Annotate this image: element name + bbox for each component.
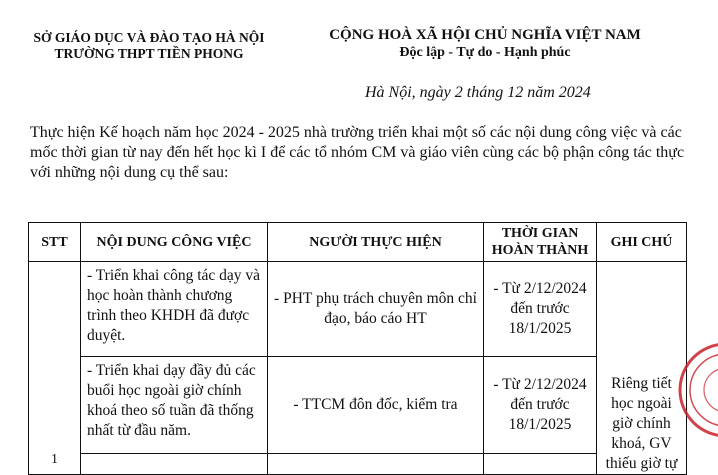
header-stt: STT bbox=[29, 223, 81, 262]
note-line: khoá, GV bbox=[611, 435, 672, 452]
department-name: SỞ GIÁO DỤC VÀ ĐÀO TẠO HÀ NỘI bbox=[33, 30, 265, 45]
header-note: GHI CHÚ bbox=[597, 223, 687, 262]
deadline-line: đến trước bbox=[510, 300, 570, 318]
note-line: Riêng tiết bbox=[611, 375, 672, 392]
national-motto: Độc lập - Tự do - Hạnh phúc bbox=[399, 45, 571, 60]
header-deadline-line: THỜI GIAN bbox=[501, 226, 579, 241]
note-cell bbox=[597, 262, 687, 475]
school-name: TRƯỜNG THPT TIỀN PHONG bbox=[54, 46, 244, 61]
deadline-line: - Từ 2/12/2024 bbox=[493, 280, 587, 298]
header-content: NỘI DUNG CÔNG VIỆC bbox=[81, 223, 268, 262]
person-line: - PHT phụ trách chuyên môn chỉ bbox=[274, 290, 477, 308]
country-name: CỘNG HOÀ XÃ HỘI CHỦ NGHĨA VIỆT NAM bbox=[329, 27, 641, 43]
content-cell bbox=[81, 357, 268, 454]
header-deadline bbox=[484, 223, 597, 262]
deadline-cell bbox=[484, 357, 597, 454]
deadline-line: - Từ 2/12/2024 bbox=[493, 376, 587, 394]
person-line: đạo, báo cáo HT bbox=[324, 310, 427, 328]
intro-paragraph bbox=[30, 123, 690, 183]
deadline-cell bbox=[484, 454, 597, 475]
content-line: học hoàn thành chương bbox=[87, 287, 233, 304]
person-cell bbox=[268, 454, 484, 475]
intro-line: với những nội dung cụ thể sau: bbox=[30, 164, 229, 181]
table-row bbox=[29, 454, 687, 475]
table-header-row bbox=[29, 223, 687, 262]
official-stamp-fragment bbox=[676, 330, 718, 440]
content-cell bbox=[81, 262, 268, 357]
deadline-line: đến trước bbox=[510, 396, 570, 414]
intro-line: mốc thời gian từ nay đến hết học kì I để các tổ nhóm CM và giáo viên cùng các bộ phận công tác thực bbox=[30, 144, 685, 161]
note-line: thiếu giờ tự bbox=[605, 455, 678, 472]
content-line: trình theo KHDH đã được bbox=[87, 307, 250, 324]
document-date: Hà Nội, ngày 2 tháng 12 năm 2024 bbox=[365, 84, 591, 101]
content-cell bbox=[81, 454, 268, 475]
note-line: học ngoài bbox=[611, 395, 672, 412]
intro-line: Thực hiện Kế hoạch năm học 2024 - 2025 nhà trường triển khai một số các nội dung công việc và các bbox=[30, 124, 682, 141]
note-line: giờ chính bbox=[612, 415, 671, 432]
header-person: NGƯỜI THỰC HIỆN bbox=[268, 223, 484, 262]
stt-value: 1 bbox=[51, 452, 58, 467]
content-line: duyệt. bbox=[87, 327, 126, 344]
content-line: khoá theo số tuần đã thống bbox=[87, 402, 254, 420]
deadline-cell bbox=[484, 262, 597, 357]
work-plan-table bbox=[28, 222, 687, 475]
deadline-line: 18/1/2025 bbox=[508, 416, 572, 434]
content-line: nhất từ đầu năm. bbox=[87, 422, 191, 440]
person-line: - TTCM đôn đốc, kiểm tra bbox=[293, 396, 458, 414]
person-cell bbox=[268, 357, 484, 454]
issuing-organization bbox=[30, 30, 268, 62]
content-line: buổi học ngoài giờ chính bbox=[87, 382, 242, 400]
content-line: - Triển khai công tác dạy và bbox=[87, 267, 261, 284]
header-deadline-line: HOÀN THÀNH bbox=[491, 243, 589, 258]
stt-cell bbox=[29, 262, 81, 475]
table-row bbox=[29, 262, 687, 357]
person-cell bbox=[268, 262, 484, 357]
deadline-line: 18/1/2025 bbox=[508, 320, 572, 338]
content-line: - Triển khai dạy đầy đủ các bbox=[87, 362, 256, 380]
national-heading bbox=[320, 26, 650, 62]
table-row bbox=[29, 357, 687, 454]
